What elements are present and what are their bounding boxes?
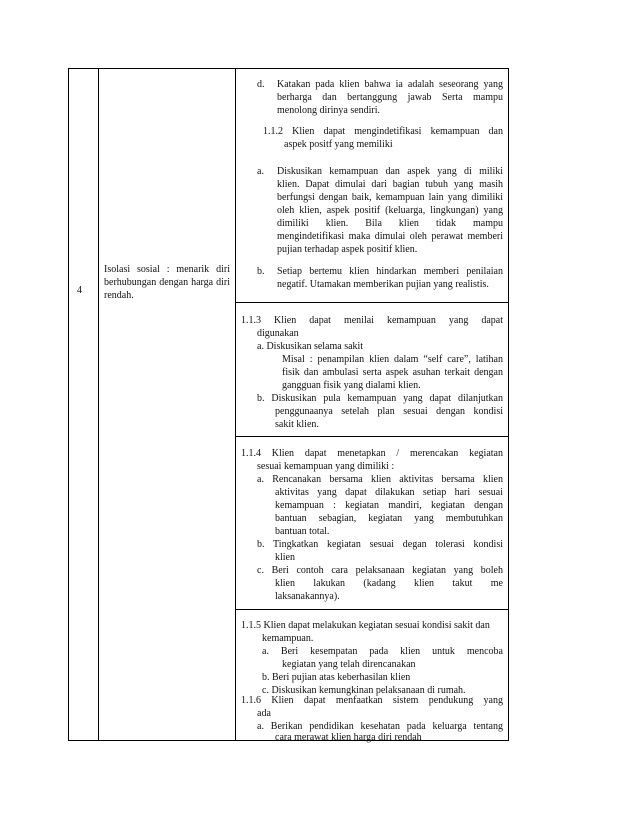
block-d-line: berharga dan bertanggung jawab Serta mampu [277, 92, 503, 103]
section-114-line: bantuan total. [275, 526, 330, 537]
section-115-heading: 1.1.5 Klien dapat melakukan kegiatan sesuai kondisi sakit dan [241, 620, 490, 631]
block-d-line: Katakan pada klien bahwa ia adalah seseorang yang [277, 79, 503, 90]
block-d-line: menolong dirinya sendiri. [277, 105, 381, 116]
section-114-line: a. Rencanakan bersama klien aktivitas bersama klien [257, 474, 503, 485]
section-114-line: klien [275, 552, 295, 563]
row-divider [235, 302, 508, 303]
section-114-line: sesuai kemampuan yang dimiliki : [257, 461, 395, 472]
section-112-line: aspek positf yang memiliki [284, 139, 393, 150]
item-label: b. [257, 266, 265, 277]
column-divider [235, 69, 236, 740]
section-113-line: fisik dan ambulasi serta aspek asuhan terkait dengan [282, 367, 503, 378]
section-113-line: sakit klien. [275, 419, 319, 430]
block-a-line: oleh klien, aspek positif (keluarga, lingkungan) yang [277, 205, 503, 216]
row-number: 4 [77, 285, 82, 296]
section-115-line: kemampuan. [262, 633, 314, 644]
item-label: d. [257, 79, 265, 90]
block-a-line: klien. Dapat dimulai dari bagian tubuh yang masih [277, 179, 503, 190]
section-114-line: aktivitas yang dapat dilakukan setiap hari sesuai [275, 487, 503, 498]
section-114-line: bantuan sebagian, kegiatan yang membutuhkan [275, 513, 503, 524]
block-b-line: negatif. Utamakan memberikan pujian yang realistis. [277, 279, 489, 290]
column-divider [98, 69, 99, 740]
block-a-line: Diskusikan kemampuan dan aspek yang di miliki [277, 166, 503, 177]
block-a-line: berfungsi dengan baik, kemampuan lain yang dimiliki [277, 192, 503, 203]
item-label: a. [257, 166, 264, 177]
section-114-heading: 1.1.4 Klien dapat menetapkan / merencakan kegiatan [241, 448, 503, 459]
row-divider [235, 436, 508, 437]
section-115-line: a. Beri kesempatan pada klien untuk mencoba [262, 646, 503, 657]
section-116-line: a. Berikan pendidikan kesehatan pada keluarga tentang [257, 721, 503, 732]
section-114-line: klien lakukan (kadang klien takut me [275, 578, 503, 589]
section-113-line: a. Diskusikan selama sakit [257, 341, 364, 352]
section-114-line: kemampuan : kegiatan mandiri, kegiatan dengan [275, 500, 503, 511]
section-113-line: digunakan [257, 328, 299, 339]
row-divider [235, 609, 508, 610]
block-a-line: mengindetifikasi maka dimulai oleh perawat memberi [277, 231, 503, 242]
section-112-heading: 1.1.2 Klien dapat mengindetifikasi kemampuan dan [263, 126, 503, 137]
section-115-line: c. Diskusikan kemungkinan pelaksanaan di rumah. [262, 685, 466, 696]
section-113-line: b. Diskusikan pula kemampuan yang dapat dilanjutkan [257, 393, 503, 404]
section-114-line: laksanakannya). [275, 591, 340, 602]
section-114-line: c. Beri contoh cara pelaksanaan kegiatan yang boleh [257, 565, 503, 576]
section-115-line: b. Beri pujian atas keberhasilan klien [262, 672, 411, 683]
block-a-line: dimiliki klien. Bila klien tidak mampu [277, 218, 503, 229]
section-115-line: kegiatan yang telah direncanakan [282, 659, 416, 670]
intervention-table [68, 68, 509, 741]
section-116-line: cara merawat klien harga diri rendah [275, 732, 422, 743]
block-b-line: Setiap bertemu klien hindarkan memberi penilaian [277, 266, 503, 277]
block-a-line: pujian terhadap aspek positif klien. [277, 244, 418, 255]
section-116-heading: 1.1.6 Klien dapat menfaatkan sistem pendukung yang [241, 695, 503, 706]
section-113-line: Misal : penampilan klien dalam “self care”, latihan [282, 354, 503, 365]
diagnosis-text: Isolasi sosial : menarik diri berhubungan dengan harga diri rendah. [104, 264, 230, 301]
section-114-line: b. Tingkatkan kegiatan sesuai degan tolerasi kondisi [257, 539, 503, 550]
section-113-line: penggunaanya setelah plan sesuai dengan kondisi [275, 406, 503, 417]
section-113-line: gangguan fisik yang dialami klien. [282, 380, 421, 391]
section-113-heading: 1.1.3 Klien dapat menilai kemampuan yang dapat [241, 315, 503, 326]
section-116-line: ada [257, 708, 271, 719]
